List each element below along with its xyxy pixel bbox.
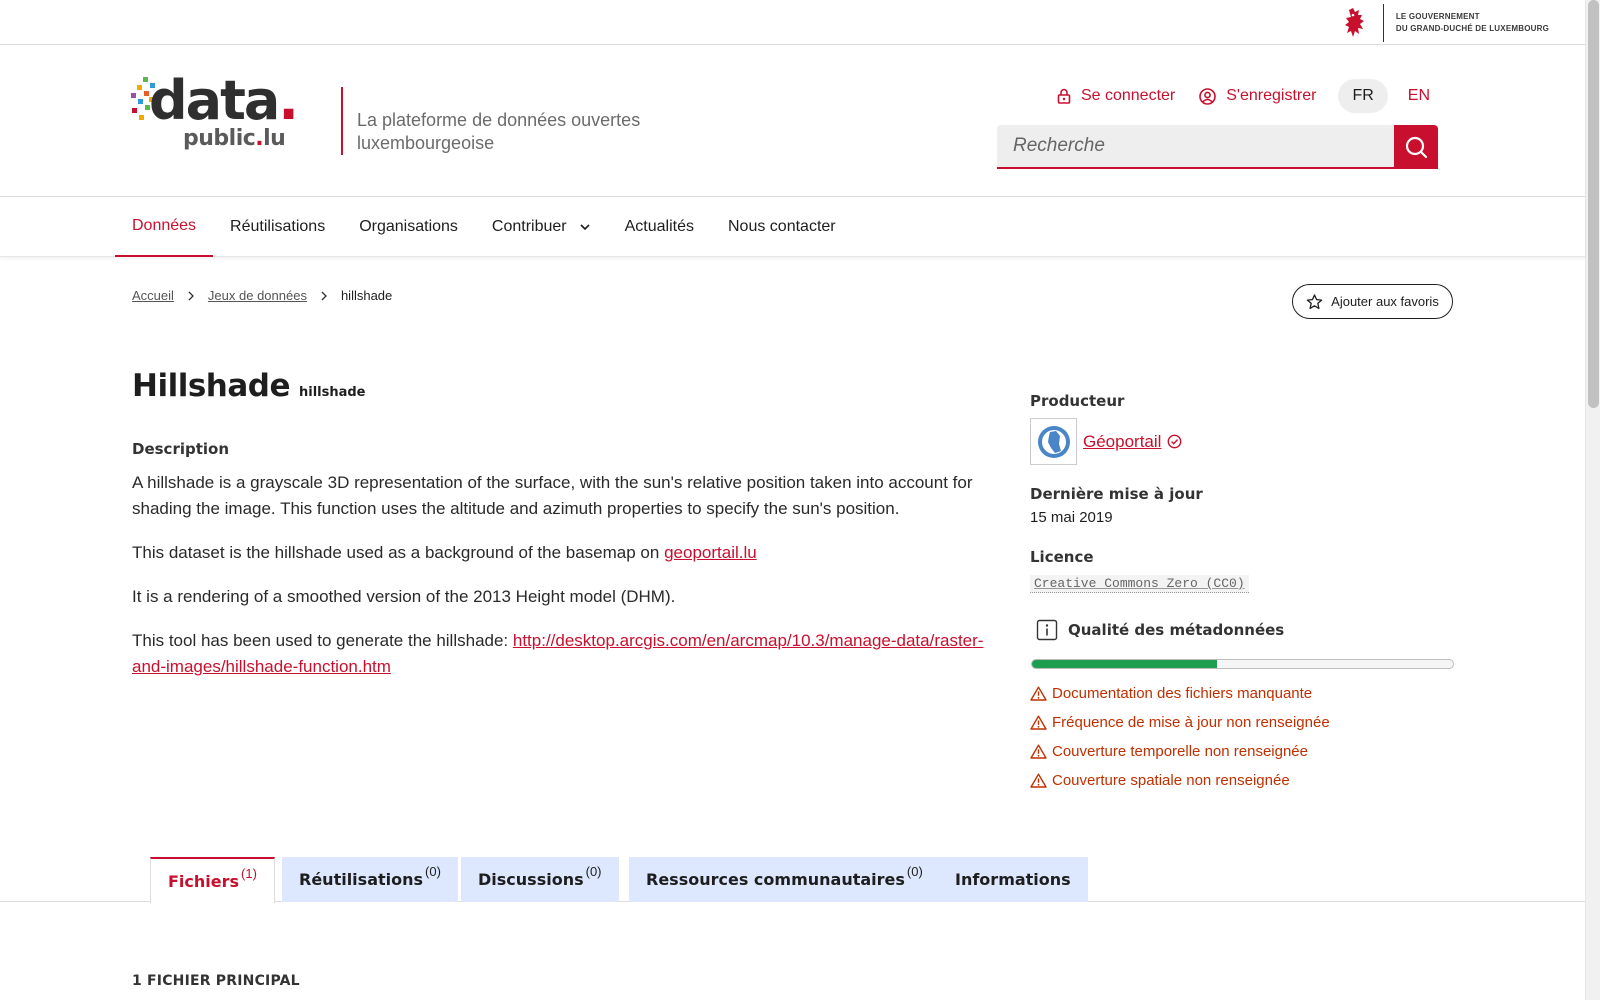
tab-informations[interactable]: Informations [938,857,1088,902]
add-favorite-label: Ajouter aux favoris [1331,294,1439,309]
arcgis-tool-link[interactable]: http://desktop.arcgis.com/en/arcmap/10.3/manage-data/raster-and-images/hillshade-function.htm [132,631,984,676]
tab-ressources-communautaires[interactable]: Ressources communautaires $^{(0)}$ [629,857,940,902]
last-update-heading: Dernière mise à jour [1030,485,1203,503]
description-paragraph: A hillshade is a grayscale 3D representation of the surface, with the sun's relative position taken into account for shading the image. This function uses the altitude and azimuth properties to specify the sun's position. [132,473,973,518]
quality-warning [1030,685,1454,702]
user-circle-icon [1199,88,1216,105]
description-paragraph: This dataset is the hillshade used as a background of the basemap on geoportail.lu [132,543,757,562]
search-button[interactable] [1394,125,1438,169]
warning-icon [1030,686,1047,701]
add-favorite-button[interactable] [1292,284,1453,319]
scrollbar-thumb[interactable] [1588,0,1599,408]
licence-heading: Licence [1030,548,1094,566]
register-label: S'enregistrer [1226,87,1317,104]
breadcrumb-current: hillshade [340,288,393,303]
gov-logo-separator [1383,4,1384,42]
government-strip [0,0,1585,45]
search-bar [997,125,1438,169]
login-link[interactable] [1057,87,1175,105]
info-icon[interactable] [1036,619,1058,641]
last-update-value: 15 mai 2019 [1030,509,1113,526]
logo-word-data: data. [149,69,297,132]
quality-heading: Qualité des métadonnées [1068,621,1285,639]
quality-warning [1030,714,1454,731]
gov-line-2: DU GRAND-DUCHÉ DE LUXEMBOURG [1395,24,1549,33]
files-heading: 1 FICHIER PRINCIPAL [132,973,300,989]
quality-progress-bar [1031,659,1454,669]
quality-heading-row [1036,619,1454,641]
breadcrumb-datasets[interactable]: Jeux de données [207,288,307,303]
nav-item-contribuer-label: Contribuer [491,218,567,235]
star-icon [1306,294,1323,310]
lang-en-button[interactable]: EN [1407,87,1430,104]
quality-warning-label: Fréquence de mise à jour non renseignée [1052,714,1330,731]
lock-icon [1057,88,1071,104]
page-scrollbar[interactable] [1585,0,1600,1000]
auth-links [1033,79,1444,113]
site-header [0,45,1585,197]
quality-warning-label: Couverture temporelle non renseignée [1052,743,1308,760]
lang-fr-button[interactable]: FR [1338,79,1387,113]
site-logo[interactable] [131,69,297,157]
quality-warnings [1030,685,1454,789]
gov-line-1: LE GOUVERNEMENT [1395,12,1480,21]
quality-warning-label: Couverture spatiale non renseignée [1052,772,1290,789]
gov-logo-text [1396,11,1549,35]
verified-check-icon [1167,434,1182,449]
nav-item-contact[interactable]: Nous contacter [728,218,836,235]
quality-warning-label: Documentation des fichiers manquante [1052,685,1313,702]
producer-heading: Producteur [1030,392,1125,410]
breadcrumb-home[interactable]: Accueil [132,288,174,303]
nav-item-reutilisations[interactable]: Réutilisations [230,218,326,235]
register-link[interactable] [1199,87,1316,105]
producer-link[interactable] [1083,432,1182,452]
nav-item-actualites[interactable]: Actualités [624,218,694,235]
chevron-right-icon [188,291,194,301]
producer-name: Géoportail [1083,431,1162,451]
luxembourg-lion-icon [1343,6,1369,40]
site-tagline: La plateforme de données ouvertes luxembourgeoise [357,110,641,153]
description-paragraph: It is a rendering of a smoothed version of the 2013 Height model (DHM). [132,587,676,606]
government-logo[interactable] [1343,4,1549,42]
tab-fichiers[interactable]: Fichiers $^{(1)}$ [150,857,275,903]
tab-reutilisations[interactable]: Réutilisations $^{(0)}$ [282,857,458,902]
warning-icon [1030,744,1047,759]
producer-avatar[interactable] [1030,418,1077,465]
licence-value[interactable]: Creative Commons Zero (CC0) [1030,575,1249,593]
main-nav [0,197,1585,257]
chevron-right-icon [321,291,327,301]
search-input[interactable] [997,125,1394,169]
header-separator [341,87,343,155]
login-label: Se connecter [1080,87,1176,104]
warning-icon [1030,715,1047,730]
producer-row [1030,418,1454,465]
breadcrumb [132,288,392,303]
chevron-down-icon [579,223,591,231]
dataset-description [132,470,1012,698]
geoportail-logo-icon [1036,424,1072,460]
logo-word-public: public.lu [183,126,286,151]
description-paragraph: This tool has been used to generate the hillshade: http://desktop.arcgis.com/en/arcmap/10.3/manage-data/raster-and-images/hillshade-function.htm [132,631,984,676]
search-icon [1404,135,1428,159]
warning-icon [1030,773,1047,788]
nav-item-donnees[interactable]: Données [115,197,213,257]
nav-item-contribuer[interactable] [475,197,608,257]
quality-warning [1030,772,1454,789]
quality-progress-fill [1032,660,1217,668]
dataset-acronym: hillshade [298,385,366,400]
dataset-tabs [0,857,1585,902]
dataset-sidebar [1030,392,1454,801]
geoportail-link[interactable]: geoportail.lu [664,543,757,562]
page-title: Hillshade [132,368,290,404]
nav-item-organisations[interactable]: Organisations [359,218,458,235]
quality-warning [1030,743,1454,760]
dataset-title-row [132,368,366,404]
tab-discussions[interactable]: Discussions $^{(0)}$ [461,857,619,902]
description-heading: Description [132,440,230,458]
